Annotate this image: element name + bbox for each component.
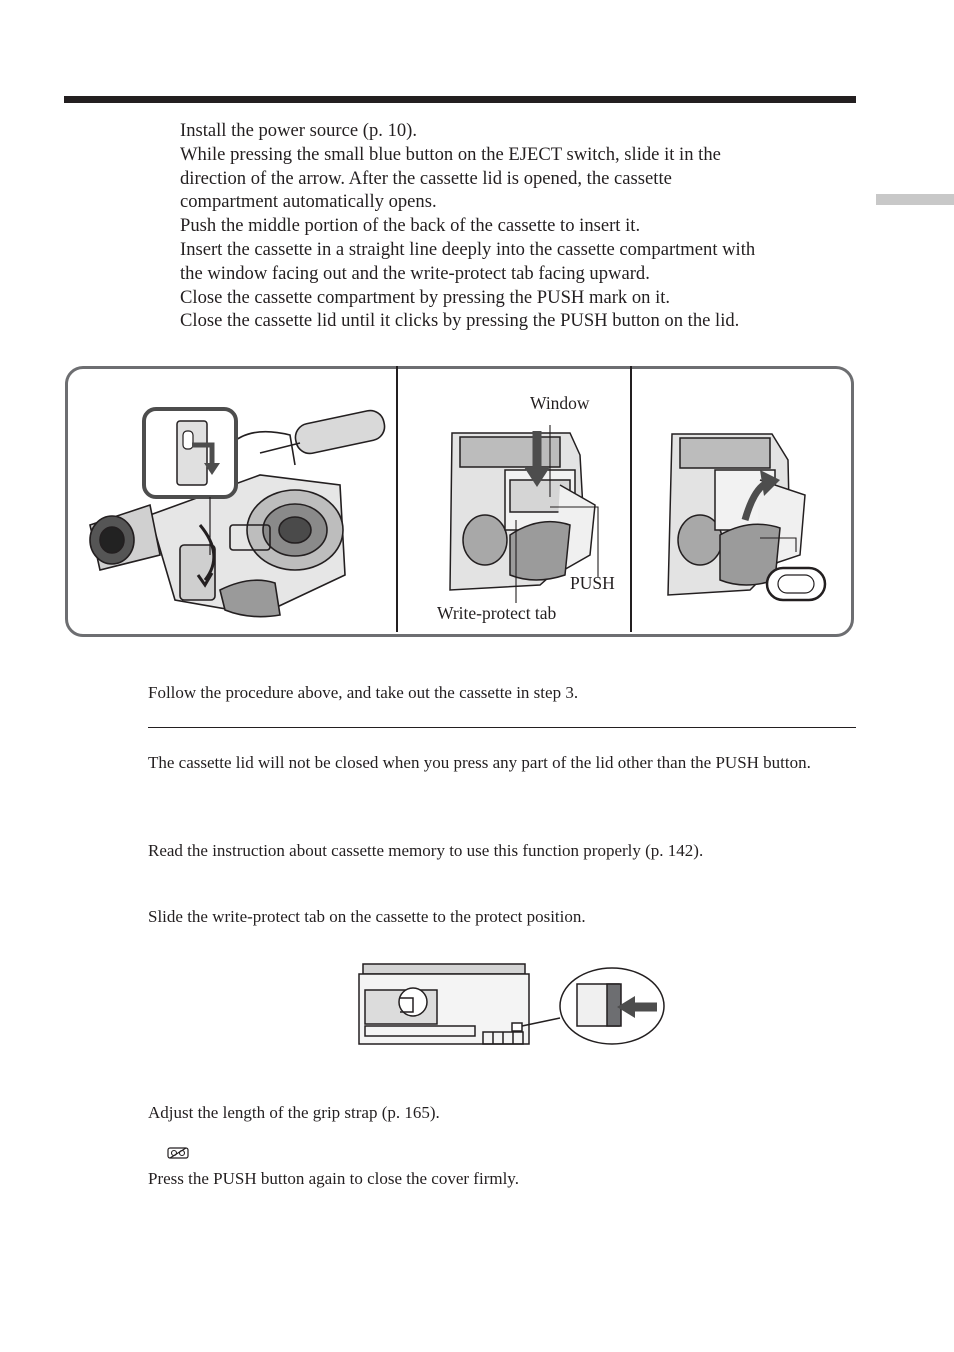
cassette-illustration	[355, 960, 667, 1050]
step-line: the window facing out and the write-protect tab facing upward.	[180, 262, 650, 284]
memory-note: Read the instruction about cassette memory to use this function properly (p. 142).	[148, 841, 704, 860]
camcorder-illustration	[80, 405, 390, 627]
close-lid-illustration	[660, 430, 845, 610]
cover-note: Press the PUSH button again to close the cover firmly.	[148, 1169, 519, 1188]
cassette-memory-icon	[167, 1146, 191, 1160]
step-line: While pressing the small blue button on the EJECT switch, slide it in the	[180, 143, 721, 165]
cassette-insert-illustration	[440, 425, 630, 595]
step-line: compartment automatically opens.	[180, 191, 437, 213]
step-line: Close the cassette compartment by pressing the PUSH mark on it.	[180, 286, 671, 308]
step-line: Close the cassette lid until it clicks by pressing the PUSH button on the lid.	[180, 310, 740, 332]
lid-note: The cassette lid will not be closed when you press any part of the lid other than the PUSH button.	[148, 753, 811, 772]
panel-divider	[396, 366, 398, 632]
steps-list	[180, 119, 860, 333]
step-line: Install the power source (p. 10).	[180, 120, 417, 141]
step-line: direction of the arrow. After the cassette lid is opened, the cassette	[180, 167, 672, 189]
window-label: Window	[530, 393, 590, 413]
step-line: Insert the cassette in a straight line deeply into the cassette compartment with	[180, 238, 756, 260]
panel-divider	[630, 366, 632, 632]
strap-note: Adjust the length of the grip strap (p. 165).	[148, 1103, 440, 1122]
push-label: PUSH	[570, 573, 615, 593]
protect-note: Slide the write-protect tab on the cassette to the protect position.	[148, 907, 586, 926]
header-rule	[64, 96, 856, 103]
step-line: Push the middle portion of the back of the cassette to insert it.	[180, 215, 641, 237]
eject-note: Follow the procedure above, and take out the cassette in step 3.	[148, 683, 579, 702]
section-tab	[876, 194, 954, 205]
write-protect-label: Write-protect tab	[437, 603, 557, 623]
section-rule	[148, 727, 856, 728]
